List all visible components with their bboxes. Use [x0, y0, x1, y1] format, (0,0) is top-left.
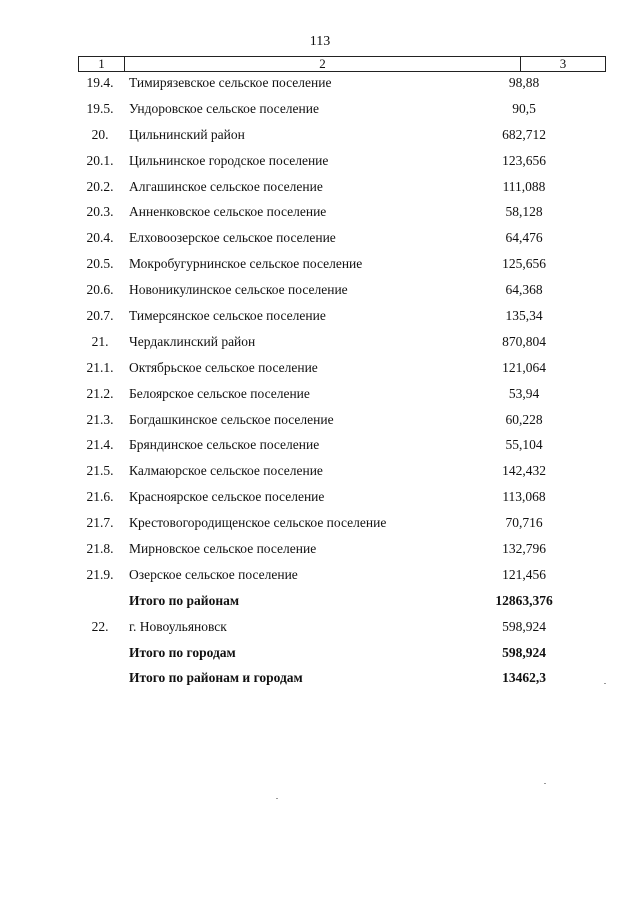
table-row	[0, 150, 640, 176]
table-row	[0, 72, 640, 98]
row-value: 598,924	[502, 644, 546, 660]
row-number: 20.1.	[86, 152, 114, 168]
row-value: 111,088	[502, 178, 546, 194]
row-number: 21.3.	[86, 411, 114, 427]
scan-speck	[544, 783, 546, 784]
row-number: 21.2.	[86, 385, 114, 401]
table-row	[0, 279, 640, 305]
header-col-2: 2	[125, 57, 521, 71]
row-number: 19.4.	[86, 75, 114, 90]
row-name: Мирновское сельское поселение	[129, 541, 317, 557]
header-col-3: 3	[559, 56, 567, 71]
table-row	[0, 124, 640, 150]
table-row	[0, 98, 640, 124]
row-name: Ундоровское сельское поселение	[129, 100, 319, 116]
row-number: 20.5.	[86, 256, 114, 272]
row-value: 113,068	[502, 489, 546, 505]
row-number: 20.7.	[86, 308, 114, 324]
row-name: Итого по городам	[129, 644, 236, 660]
row-name: Тимерсянское сельское поселение	[129, 308, 326, 324]
row-value: 121,064	[502, 359, 546, 375]
table-row	[0, 227, 640, 253]
row-name: Итого по районам и городам	[129, 670, 303, 686]
row-name: Алгашинское сельское поселение	[129, 178, 323, 194]
row-value: 60,228	[505, 411, 543, 427]
row-name: Богдашкинское сельское поселение	[129, 411, 334, 427]
row-value: 13462,3	[502, 670, 546, 686]
row-number: 21.7.	[86, 515, 114, 531]
row-value: 121,456	[502, 566, 546, 582]
row-value: 55,104	[505, 437, 543, 453]
row-name: Калмаюрское сельское поселение	[129, 463, 323, 479]
table-row	[0, 331, 640, 357]
table-row	[0, 486, 640, 512]
row-value: 142,432	[502, 463, 546, 479]
row-number: 21.1.	[86, 359, 114, 375]
row-name: Итого по районам	[129, 592, 240, 608]
table-row	[0, 616, 640, 642]
total-row	[0, 642, 640, 668]
row-number: 20.	[91, 126, 109, 142]
row-value: 682,712	[502, 126, 546, 142]
row-value: 125,656	[502, 256, 546, 272]
table-row	[0, 253, 640, 279]
row-name: Тимирязевское сельское поселение	[129, 75, 332, 90]
row-number: 21.	[91, 333, 109, 349]
row-number: 20.3.	[86, 204, 114, 220]
row-name: Озерское сельское поселение	[129, 566, 298, 582]
row-value: 64,476	[505, 230, 543, 246]
row-name: Цильнинское городское поселение	[129, 152, 329, 168]
total-row	[0, 590, 640, 616]
row-value: 98,88	[508, 75, 540, 90]
table-row	[0, 201, 640, 227]
row-value: 53,94	[508, 385, 540, 401]
row-number: 21.8.	[86, 541, 114, 557]
row-name: Красноярское сельское поселение	[129, 489, 325, 505]
row-number: 21.9.	[86, 566, 114, 582]
scan-speck	[604, 683, 606, 684]
header-col-1: 1	[79, 57, 125, 71]
table-row	[0, 538, 640, 564]
scan-speck	[276, 798, 278, 799]
table-row	[0, 409, 640, 435]
row-number: 21.6.	[86, 489, 114, 505]
row-number: 20.6.	[86, 282, 114, 298]
row-name: г. Новоульяновск	[129, 618, 227, 634]
total-row	[0, 667, 640, 693]
row-name: Мокробугурнинское сельское поселение	[129, 256, 363, 272]
row-value: 90,5	[512, 100, 536, 116]
table-row	[0, 176, 640, 202]
table-body	[0, 72, 640, 693]
row-name: Елховоозерское сельское поселение	[129, 230, 336, 246]
row-name: Новоникулинское сельское поселение	[129, 282, 348, 298]
row-value: 135,34	[505, 308, 543, 324]
table-row	[0, 434, 640, 460]
row-value: 870,804	[502, 333, 546, 349]
table-row	[0, 564, 640, 590]
row-number: 20.4.	[86, 230, 114, 246]
table-header	[78, 56, 606, 72]
row-name: Крестовогородищенское сельское поселение	[129, 515, 387, 531]
row-number: 20.2.	[86, 178, 114, 194]
row-name: Бряндинское сельское поселение	[129, 437, 320, 453]
table-row	[0, 383, 640, 409]
row-name: Октябрьское сельское поселение	[129, 359, 318, 375]
row-value: 132,796	[502, 541, 546, 557]
row-value: 64,368	[505, 282, 543, 298]
table-row	[0, 305, 640, 331]
table-row	[0, 357, 640, 383]
row-value: 12863,376	[495, 592, 553, 608]
row-value: 58,128	[505, 204, 543, 220]
row-value: 123,656	[502, 152, 546, 168]
row-name: Анненковское сельское поселение	[129, 204, 327, 220]
row-number: 21.5.	[86, 463, 114, 479]
row-number: 19.5.	[86, 100, 114, 116]
row-name: Чердаклинский район	[129, 333, 256, 349]
table-row	[0, 512, 640, 538]
row-number: 21.4.	[86, 437, 114, 453]
row-value: 70,716	[505, 515, 543, 531]
row-name: Цильнинский район	[129, 126, 245, 142]
table-row	[0, 460, 640, 486]
row-name: Белоярское сельское поселение	[129, 385, 310, 401]
row-value: 598,924	[502, 618, 546, 634]
page-number: 113	[309, 34, 331, 49]
row-number: 22.	[91, 618, 109, 634]
